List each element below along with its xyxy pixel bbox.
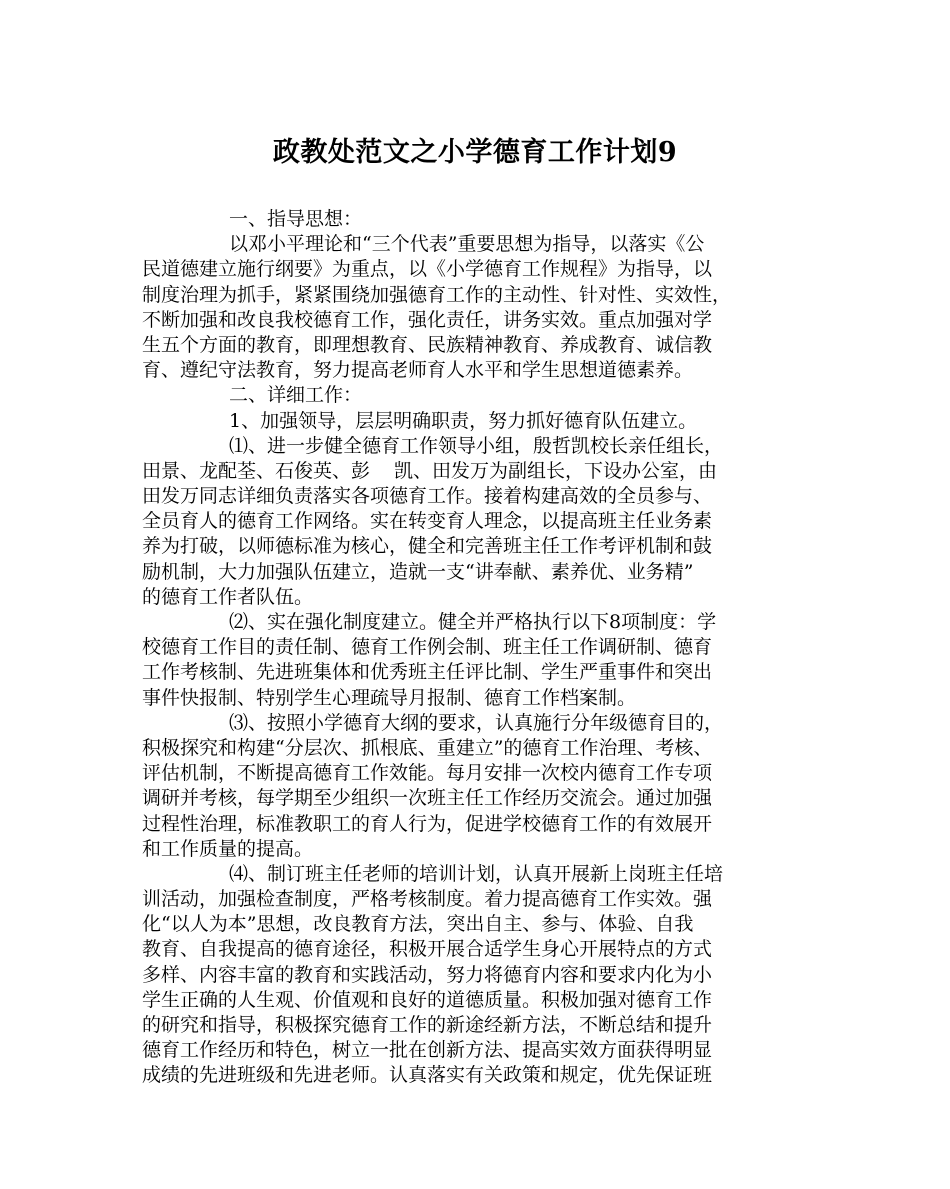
text-line <box>142 812 810 837</box>
line-text: 和工作质量的提高。 <box>142 837 314 860</box>
line-text: ⑴、进一步健全德育工作领导小组，殷哲凯校长亲任组长， <box>229 434 724 457</box>
text-line <box>142 660 810 685</box>
line-text: 田景、龙配荃、石俊英、彭 <box>142 459 371 482</box>
line-text: ⑶、按照小学德育大纲的要求，认真施行分年级德育目的， <box>229 711 724 734</box>
line-text: 学生正确的人生观、价值观和良好的道德质量。积极加强对德育工作 <box>142 988 713 1011</box>
line-text: 1、加强领导，层层明确职责，努力抓好德育队伍建立。 <box>229 409 698 432</box>
line-text: 的研究和指导，积极探究德育工作的新途经新方法，不断总结和提升 <box>142 1014 713 1036</box>
line-text: 二、详细工作： <box>229 384 363 407</box>
line-text: ⑵、实在强化制度建立。健全并严格执行以下8项制度：学 <box>229 611 717 633</box>
text-line <box>142 358 810 383</box>
text-line <box>142 1038 810 1063</box>
line-text: ⑷、制订班主任老师的培训计划，认真开展新上岗班主任培 <box>229 862 724 885</box>
text-line <box>142 207 810 232</box>
line-text: 育、遵纪守法教育，努力提高老师育人水平和学生思想道德素养。 <box>142 359 694 382</box>
text-line <box>142 509 810 534</box>
text-line <box>142 786 810 811</box>
text-line <box>142 283 810 308</box>
text-line <box>142 862 810 887</box>
text-line <box>142 459 810 484</box>
text-line <box>142 257 810 282</box>
line-text: 教育、自我提高的德育途径，积极开展合适学生身心开展特点的方式 <box>142 938 713 961</box>
line-text: 民道德建立施行纲要》为重点，以《小学德育工作规程》为指导，以 <box>142 258 713 281</box>
text-line <box>142 1063 810 1088</box>
text-line <box>142 308 810 333</box>
line-text: 德育工作经历和特色，树立一批在创新方法、提高实效方面获得明显 <box>142 1039 713 1062</box>
text-line <box>142 534 810 559</box>
line-text-continued: 凯、田发万为副组长，下设办公室，由 <box>394 459 718 482</box>
text-line <box>142 988 810 1013</box>
line-text: 校德育工作目的责任制、德育工作例会制、班主任工作调研制、德育 <box>142 636 713 659</box>
document-title: 政教处范文之小学德育工作计划9 <box>272 137 678 168</box>
line-text: 的德育工作者队伍。 <box>142 585 314 608</box>
line-text: 一、指导思想： <box>229 208 363 230</box>
line-text: 过程性治理，标准教职工的育人行为，促进学校德育工作的有效展开 <box>142 812 713 835</box>
text-line <box>142 560 810 585</box>
text-line <box>142 887 810 912</box>
text-line <box>142 837 810 862</box>
line-text: 养为打破，以师德标准为核心，健全和完善班主任工作考评机制和鼓 <box>142 535 713 558</box>
line-text: 调研并考核，每学期至少组织一次班主任工作经历交流会。通过加强 <box>142 787 713 810</box>
text-line <box>142 912 810 937</box>
line-text: 制度治理为抓手，紧紧围绕加强德育工作的主动性、针对性、实效性， <box>142 283 732 306</box>
line-text: 评估机制，不断提高德育工作效能。每月安排一次校内德育工作专项 <box>142 762 713 785</box>
text-line <box>142 383 810 408</box>
line-text: 训活动，加强检查制度，严格考核制度。着力提高德育工作实效。强 <box>142 888 713 911</box>
line-text: 化“以人为本”思想，改良教育方法，突出自主、参与、体验、自我 <box>142 913 694 936</box>
line-text: 田发万同志详细负责落实各项德育工作。接着构建高效的全员参与、 <box>142 485 713 508</box>
line-text: 工作考核制、先进班集体和优秀班主任评比制、学生严重事件和突出 <box>142 661 713 684</box>
text-line <box>142 232 810 257</box>
text-line <box>142 761 810 786</box>
line-text: 积极探究和构建“分层次、抓根底、重建立”的德育工作治理、考核、 <box>142 736 713 759</box>
line-text: 不断加强和改良我校德育工作，强化责任，讲务实效。重点加强对学 <box>142 308 713 331</box>
text-line <box>142 686 810 711</box>
line-text: 多样、内容丰富的教育和实践活动，努力将德育内容和要求内化为小 <box>142 963 713 986</box>
text-line <box>142 434 810 459</box>
text-line <box>142 963 810 988</box>
line-text: 成绩的先进班级和先进老师。认真落实有关政策和规定，优先保证班 <box>142 1064 713 1087</box>
text-line <box>142 711 810 736</box>
text-line <box>142 409 810 434</box>
text-line <box>142 585 810 610</box>
text-line <box>142 484 810 509</box>
line-text: 励机制，大力加强队伍建立，造就一支“讲奉献、素养优、业务精” <box>142 560 694 583</box>
text-line <box>142 1013 810 1038</box>
text-line <box>142 610 810 635</box>
line-text: 以邓小平理论和“三个代表”重要思想为指导，以落实《公 <box>229 233 705 256</box>
line-text: 事件快报制、特别学生心理疏导月报制、德育工作档案制。 <box>142 686 637 709</box>
text-line <box>142 333 810 358</box>
text-line <box>142 736 810 761</box>
line-text: 生五个方面的教育，即理想教育、民族精神教育、养成教育、诚信教 <box>142 333 713 356</box>
text-line <box>142 937 810 962</box>
line-text: 全员育人的德育工作网络。实在转变育人理念，以提高班主任业务素 <box>142 510 713 533</box>
document-body <box>142 207 810 1089</box>
text-line <box>142 635 810 660</box>
